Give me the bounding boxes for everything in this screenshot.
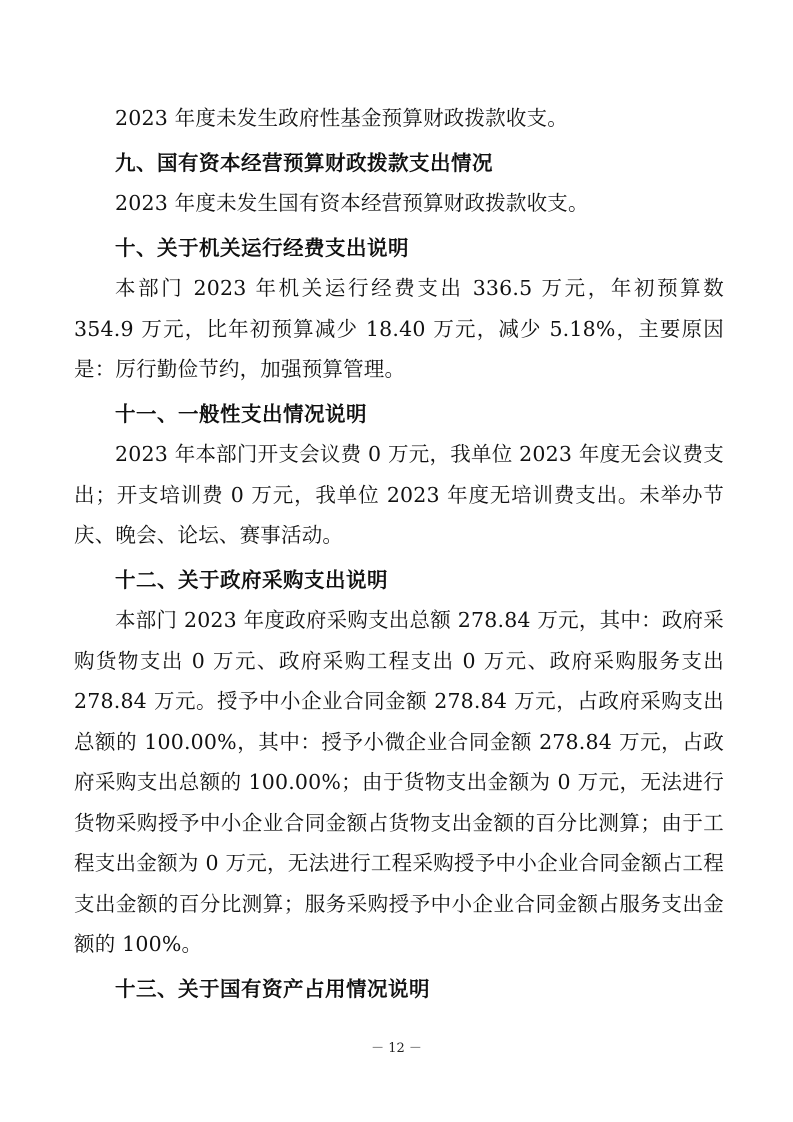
document-body xyxy=(74,98,724,1009)
heading-section-13: 十三、关于国有资产占用情况说明 xyxy=(115,976,430,1001)
page-number: － 12 － xyxy=(371,1041,422,1056)
paragraph-fund-budget: 2023 年度未发生政府性基金预算财政拨款收支。 xyxy=(115,106,568,130)
paragraph-section-9: 2023 年度未发生国有资本经营预算财政拨款收支。 xyxy=(115,191,589,215)
heading-section-10: 十、关于机关运行经费支出说明 xyxy=(115,235,409,260)
heading-section-9: 九、国有资本经营预算财政拨款支出情况 xyxy=(115,150,493,175)
paragraph-section-10: 本部门 2023 年机关运行经费支出 336.5 万元，年初预算数 354.9 万元，比年初预算减少 18.40 万元，减少 5.18%，主要原因是：厉行勤俭节约，加强预算管理。 xyxy=(74,276,724,381)
heading-section-11: 十一、一般性支出情况说明 xyxy=(115,401,367,426)
paragraph-section-12: 本部门 2023 年度政府采购支出总额 278.84 万元，其中：政府采购货物支出 0 万元、政府采购工程支出 0 万元、政府采购服务支出 278.84 万元。授予中小企业合同金额 278.84 万元，占政府采购支出总额的 100.00%，其中：授予小微企业合同金额 278.84 万元，占政府采购支出总额的 100.00%；由于货物支出金额为 0 万元，无法进行货物采购授予中小企业合同金额占货物支出金额的百分比测算；由于工程支出金额为 0 万元，无法进行工程采购授予中小企业合同金额占工程支出金额的百分比测算；服务采购授予中小企业合同金额占服务支出金额的 100%。 xyxy=(74,608,724,956)
paragraph-section-11: 2023 年本部门开支会议费 0 万元，我单位 2023 年度无会议费支出；开支培训费 0 万元，我单位 2023 年度无培训费支出。未举办节庆、晚会、论坛、赛事活动。 xyxy=(74,442,724,547)
heading-section-12: 十二、关于政府采购支出说明 xyxy=(115,567,388,592)
